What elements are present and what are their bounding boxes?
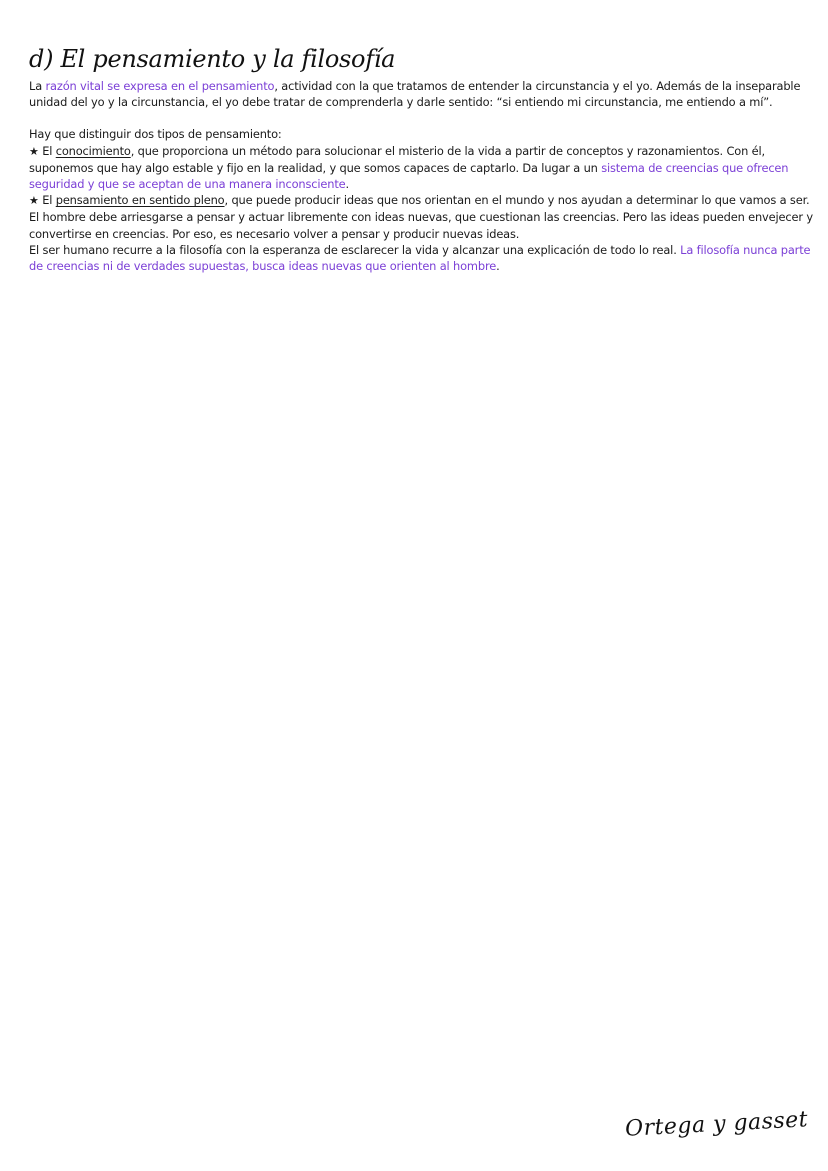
- section-title: d) El pensamiento y la filosofía: [29, 45, 396, 73]
- star-icon: ★: [29, 194, 39, 208]
- document-page: [29, 44, 813, 274]
- intro-text-2: , actividad con la que tratamos de entender la circunstancia y el yo. Además de la inseparable unidad del yo y la circunstancia, el yo debe tratar de comprenderla y darle sentido: “si entiendo mi circunstancia, me entiendo a mí”.: [29, 79, 801, 110]
- item2-text-1: El: [38, 193, 56, 208]
- item1-text-2: , que proporciona un método para solucionar el misterio de la vida a partir de conceptos y razonamientos. Con él, suponemos que hay algo estable y fijo en la realidad, y que somos capaces de captarlo. Da lugar a un: [29, 143, 765, 175]
- list-item-conocimiento: [29, 143, 813, 193]
- list-item-pensamiento: [29, 192, 813, 242]
- author-signature: Ortega y gasset: [624, 1107, 809, 1142]
- paragraph-gap: [29, 110, 813, 126]
- item2-text-2: , que puede producir ideas que nos orientan en el mundo y nos ayudan a determinar lo que vamos a ser. El hombre debe arriesgarse a pensar y actuar libremente con ideas nuevas, que cuestionan las creencias. Pero las ideas pueden envejecer y convertirse en creencias. Por eso, es necesario volver a pensar y producir nuevas ideas.: [29, 193, 813, 241]
- item1-highlight: sistema de creencias que ofrecen seguridad y que se aceptan de una manera inconsciente: [29, 160, 789, 192]
- item1-text-1: El: [38, 143, 56, 158]
- item2-underlined-term: pensamiento en sentido pleno: [55, 193, 225, 208]
- star-icon: ★: [29, 144, 39, 158]
- intro-highlight: razón vital se expresa en el pensamiento: [45, 79, 275, 93]
- intro-paragraph: [29, 78, 813, 110]
- intro-text-1: La: [29, 79, 46, 93]
- item1-underlined-term: conocimiento: [55, 143, 131, 158]
- conclusion-text-1: El ser humano recurre a la filosofía con la esperanza de esclarecer la vida y alcanzar una explicación de todo lo real.: [29, 242, 681, 257]
- types-intro: Hay que distinguir dos tipos de pensamiento:: [29, 127, 282, 142]
- conclusion-paragraph: [29, 242, 813, 274]
- conclusion-text-2: .: [496, 259, 500, 274]
- conclusion-highlight: La filosofía nunca parte de creencias ni de verdades supuestas, busca ideas nuevas que orienten al hombre: [29, 242, 811, 274]
- item1-text-3: .: [345, 177, 349, 192]
